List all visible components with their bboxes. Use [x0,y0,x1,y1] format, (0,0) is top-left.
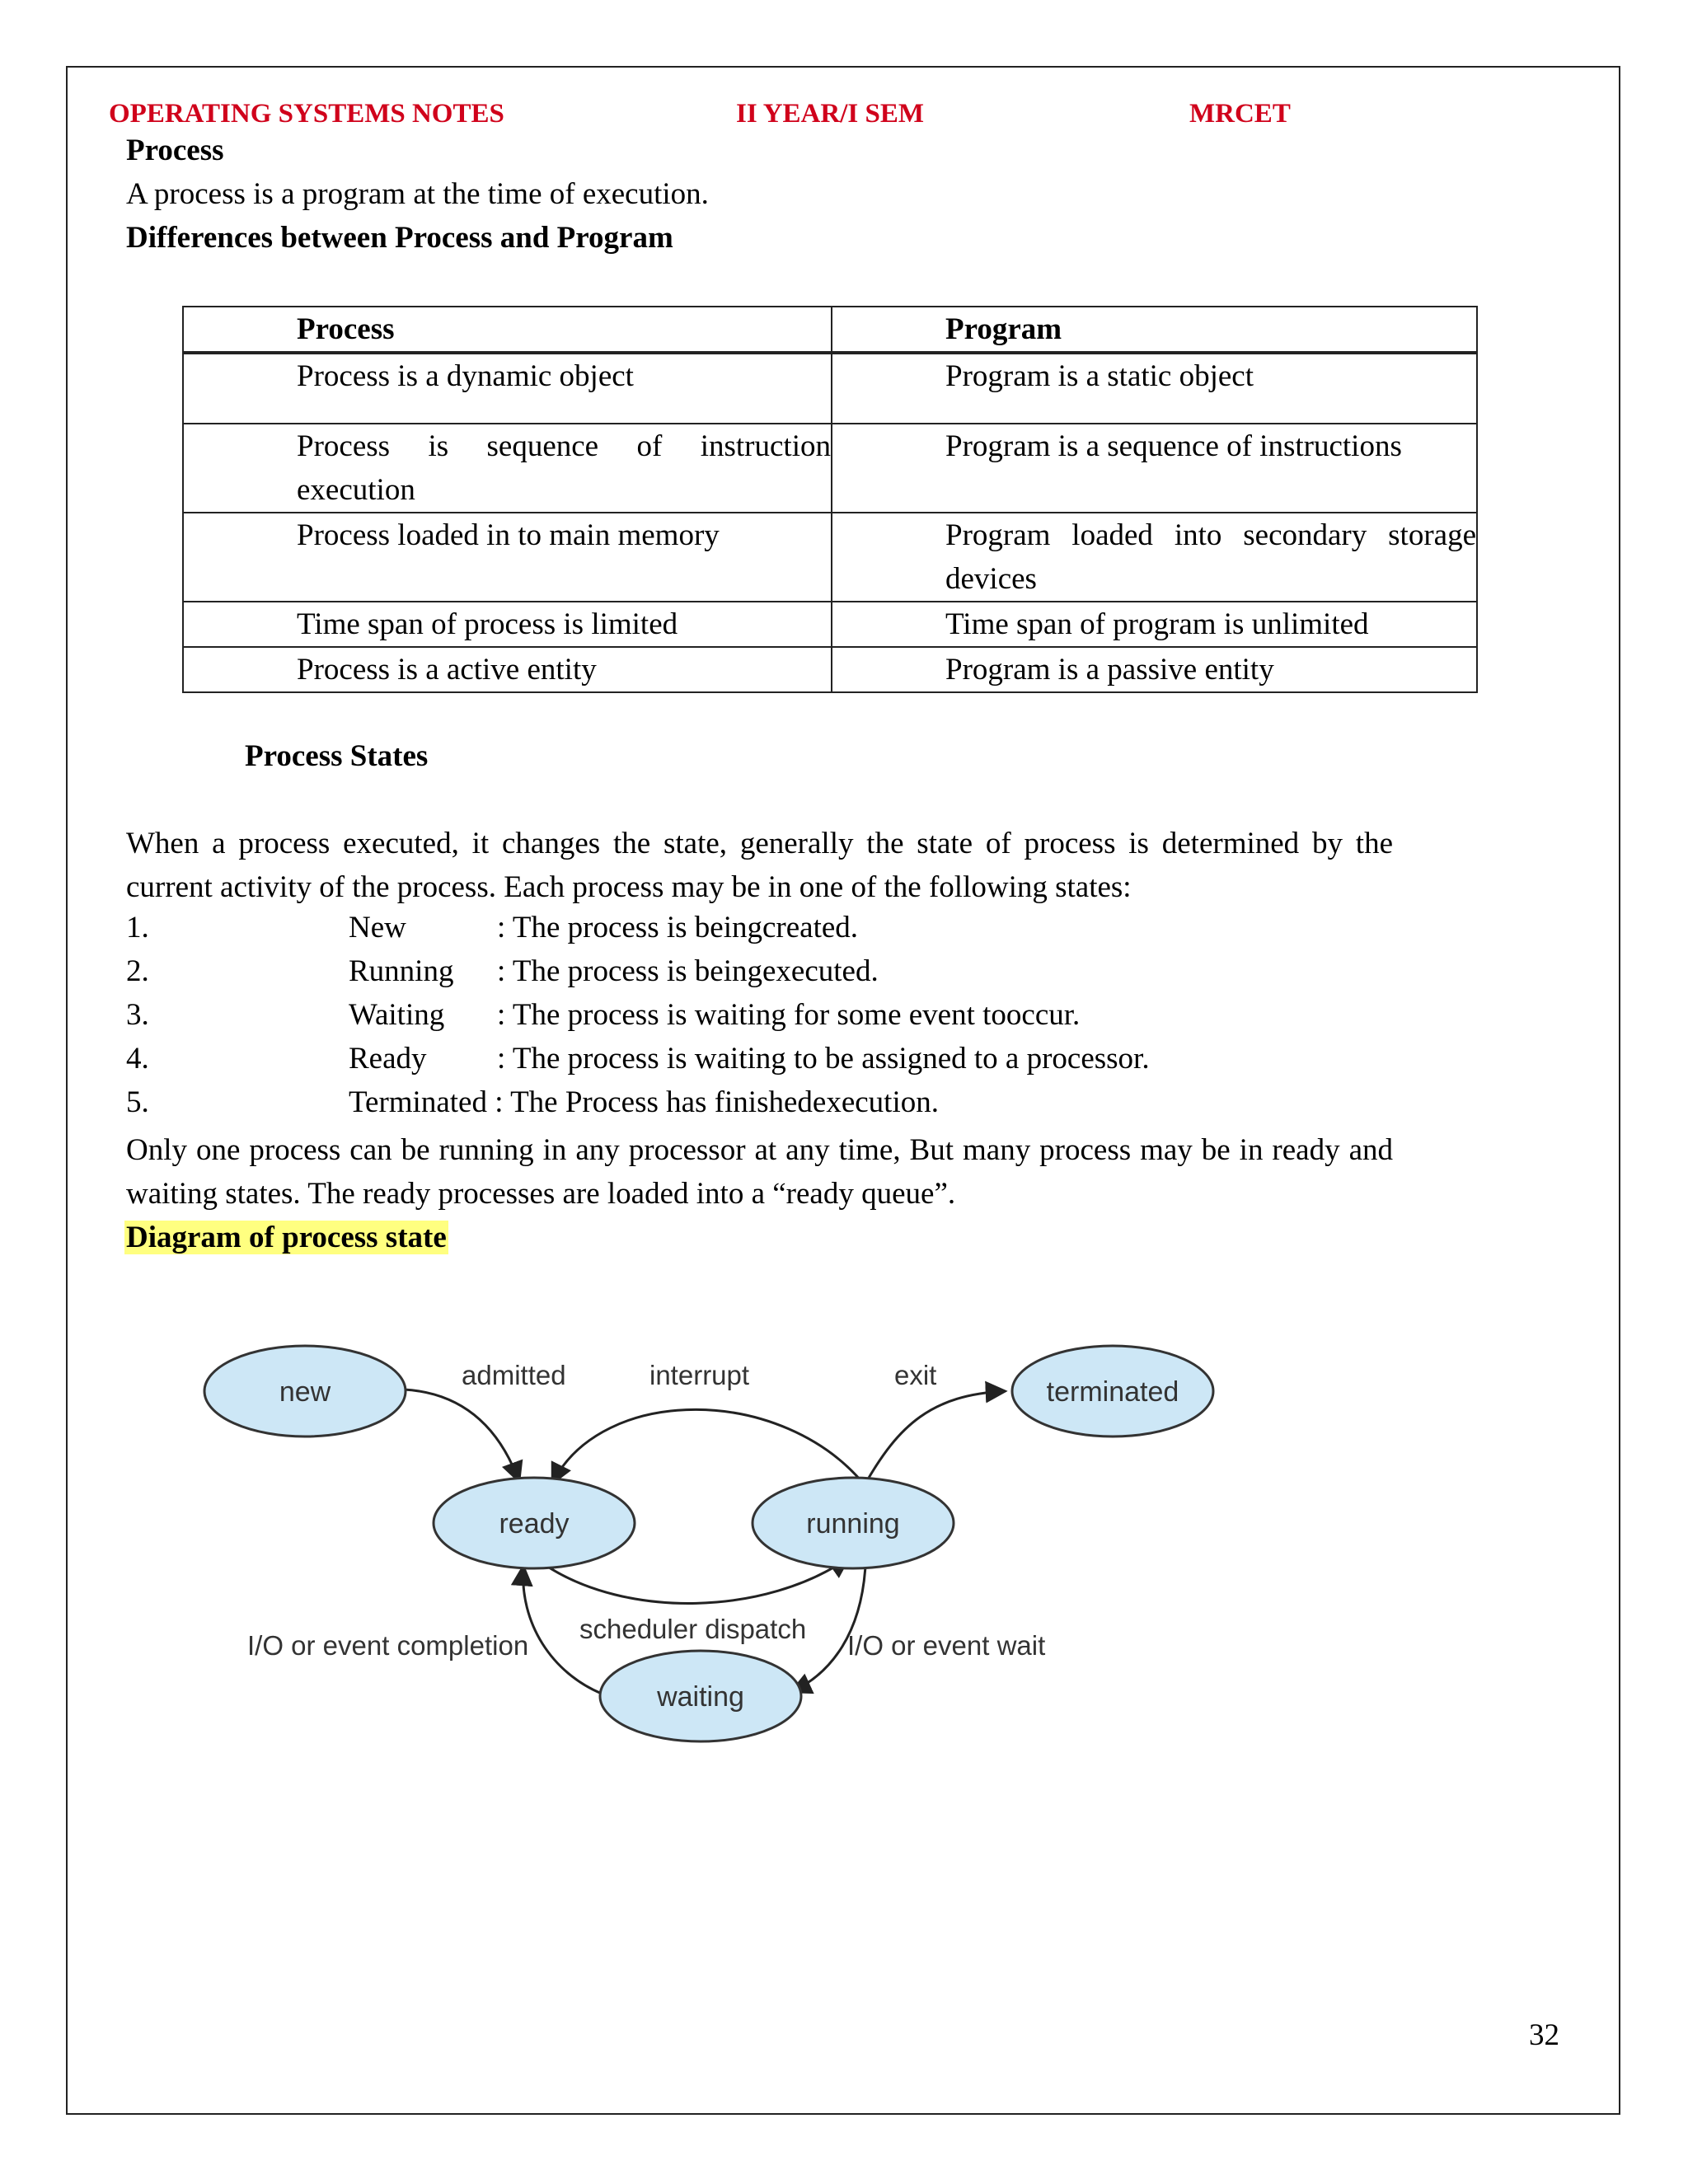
table-header-process: Process [297,312,395,346]
process-state-diagram [190,1335,1245,1764]
state-description: : The Process has finishedexecution. [495,1085,939,1119]
edge-label-admitted: admitted [462,1360,566,1390]
table-cell: Time span of process is limited [297,607,678,641]
differences-heading: Differences between Process and Program [126,221,673,255]
states-intro: When a process executed, it changes the state, generally the state of process is determined by the current activity of the process. Each process may be in one of the following states: [126,827,1393,904]
node-terminated-label: terminated [1046,1376,1179,1408]
state-name: Ready [349,1042,427,1076]
comparison-table [182,306,1478,693]
state-description: : The process is beingcreated. [497,911,859,944]
node-waiting [600,1651,801,1741]
diagram-heading-text: Diagram of process state [126,1221,447,1254]
state-number: 5. [126,1085,149,1119]
edge-label-io-wait: I/O or event wait [847,1630,1046,1661]
state-description: : The process is waiting to be assigned to a processor. [497,1042,1150,1076]
table-cell: Process is a dynamic object [297,359,634,393]
exit-arrow [865,1391,1006,1483]
state-name: New [349,911,406,944]
process-heading: Process [126,134,224,167]
node-new-label: new [279,1376,331,1408]
table-cell: Program is a static object [945,359,1254,393]
node-running-label: running [806,1508,900,1540]
header-college: MRCET [1189,99,1291,129]
table-cell: Time span of program is unlimited [945,607,1369,641]
edge-label-interrupt: interrupt [649,1360,750,1390]
page-number: 32 [1529,2018,1559,2052]
table-cell: Program loaded into secondary storage devices [945,518,1476,596]
node-terminated [1012,1346,1213,1436]
edge-label-io-completion: I/O or event completion [247,1630,529,1661]
state-description: : The process is beingexecuted. [497,954,879,988]
states-outro: Only one process can be running in any processor at any time, But many process may be in ready and waiting states. The ready processes are loaded into a “ready queue”. [126,1133,1393,1211]
edge-label-exit: exit [894,1360,937,1390]
table-cell: Process loaded in to main memory [297,518,720,552]
admitted-arrow [404,1390,519,1482]
table-header-program: Program [945,312,1062,346]
interrupt-arrow [552,1409,865,1486]
header-year: II YEAR/I SEM [736,99,924,129]
dispatch-arrow [544,1558,849,1603]
header-course: OPERATING SYSTEMS NOTES [109,99,504,129]
state-number: 3. [126,998,149,1032]
node-ready [434,1478,635,1568]
state-name-text: Terminated [349,1085,487,1119]
table-cell: Program is a passive entity [945,653,1274,687]
table-cell: Program is a sequence of instructions [945,429,1402,463]
state-number: 4. [126,1042,149,1076]
table-row [183,353,1477,424]
state-number: 1. [126,911,149,944]
node-new [204,1346,406,1436]
state-name [349,1085,939,1120]
table-cell: Process is a active entity [297,653,597,687]
states-heading: Process States [245,739,429,773]
table-row [183,424,1477,513]
state-name: Waiting [349,998,445,1032]
state-number: 2. [126,954,149,988]
table-header-row [183,307,1477,353]
edge-label-scheduler-dispatch: scheduler dispatch [579,1614,807,1644]
state-name: Running [349,954,454,988]
table-row [183,602,1477,647]
node-running [753,1478,954,1568]
node-waiting-label: waiting [657,1681,744,1713]
table-cell: Process is sequence of instruction execution [297,429,831,507]
diagram-heading [124,1216,448,1259]
node-ready-label: ready [499,1508,570,1540]
table-row [183,513,1477,602]
table-row [183,647,1477,692]
process-definition: A process is a program at the time of execution. [126,177,709,211]
state-description: : The process is waiting for some event tooccur. [497,998,1081,1032]
